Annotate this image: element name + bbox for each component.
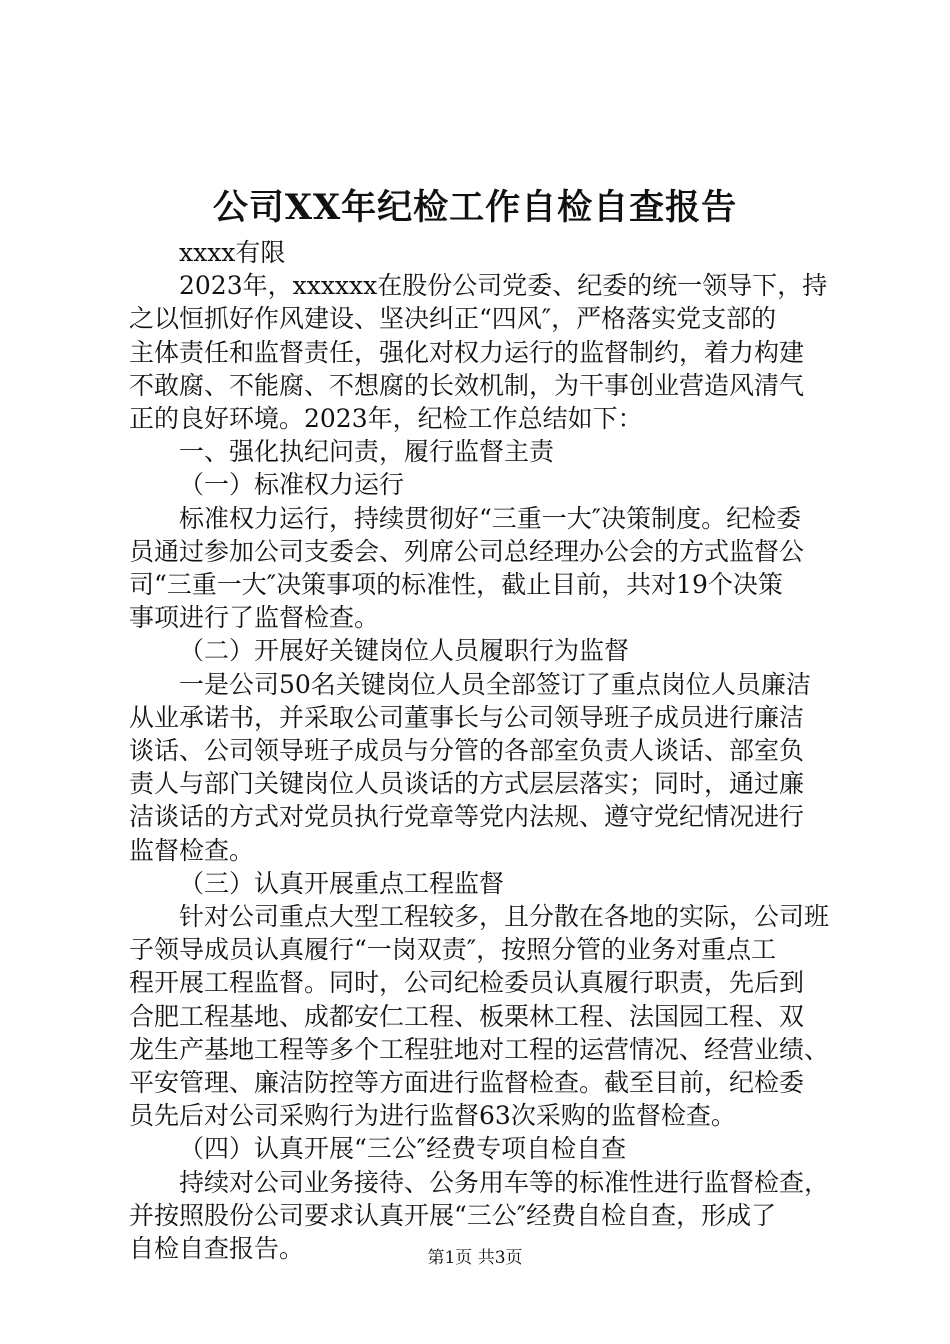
- subsection-heading: （四）认真开展“三公″经费专项自检自查: [179, 1134, 627, 1164]
- paragraph-line: 洁谈话的方式对党员执行党章等党内法规、遵守党纪情况进行: [129, 802, 805, 832]
- paragraph-line: 责人与部门关键岗位人员谈话的方式层层落实；同时，通过廉: [129, 769, 805, 799]
- subsection-heading: （三）认真开展重点工程监督: [179, 868, 505, 898]
- subsection-heading: （一）标准权力运行: [179, 470, 405, 500]
- page-title: 公司XX年纪检工作自检自查报告: [212, 187, 738, 228]
- paragraph-line: 子领导成员认真履行“一岗双责″，按照分管的业务对重点工: [129, 935, 777, 965]
- intro-line: 主体责任和监督责任，强化对权力运行的监督制约，着力构建: [129, 337, 805, 367]
- paragraph-line: 针对公司重点大型工程较多，且分散在各地的实际，公司班: [179, 902, 830, 932]
- paragraph-line: 龙生产基地工程等多个工程驻地对工程的运营情况、经营业绩、: [129, 1034, 830, 1064]
- subsection-paragraph: [129, 900, 829, 1132]
- paragraph-line: 平安管理、廉洁防控等方面进行监督检查。截至目前，纪检委: [129, 1068, 805, 1098]
- subsection-paragraph: [129, 668, 829, 867]
- paragraph-line: 司“三重一大″决策事项的标准性，截止目前，共对19个决策: [129, 570, 783, 600]
- intro-paragraph: [129, 269, 829, 435]
- section-heading: 一、强化执纪问责，履行监督主责: [179, 437, 555, 467]
- paragraph-line: 合肥工程基地、成都安仁工程、板栗林工程、法国园工程、双: [129, 1001, 805, 1031]
- paragraph-line: 标准权力运行，持续贯彻好“三重一大″决策制度。纪检委: [179, 503, 802, 533]
- intro-line: 正的良好环境。2023年，纪检工作总结如下：: [129, 404, 643, 434]
- paragraph-line: 持续对公司业务接待、公务用车等的标准性进行监督检查，: [179, 1167, 830, 1197]
- company-name: xxxx有限: [179, 238, 286, 267]
- subsection-paragraph: [129, 502, 829, 635]
- paragraph-line: 员通过参加公司支委会、列席公司总经理办公会的方式监督公: [129, 536, 805, 566]
- paragraph-line: 程开展工程监督。同时，公司纪检委员认真履行职责，先后到: [129, 968, 805, 998]
- intro-line: 之以恒抓好作风建设、坚决纠正“四风″，严格落实党支部的: [129, 304, 777, 334]
- paragraph-line: 谈话、公司领导班子成员与分管的各部室负责人谈话、部室负: [129, 736, 805, 766]
- paragraph-line: 并按照股份公司要求认真开展“三公″经费自检自查，形成了: [129, 1200, 777, 1230]
- paragraph-line: 员先后对公司采购行为进行监督63次采购的监督检查。: [129, 1101, 736, 1131]
- intro-line: 不敢腐、不能腐、不想腐的长效机制，为干事创业营造风清气: [129, 370, 805, 400]
- intro-line: 2023年，xxxxxx在股份公司党委、纪委的统一领导下，持: [179, 271, 828, 301]
- subsection-heading: （二）开展好关键岗位人员履职行为监督: [179, 636, 630, 666]
- paragraph-line: 事项进行了监督检查。: [129, 603, 380, 633]
- paragraph-line: 一是公司50名关键岗位人员全部签订了重点岗位人员廉洁: [179, 669, 811, 699]
- page-number: 第1页 共3页: [427, 1248, 523, 1268]
- paragraph-line: 监督检查。: [129, 835, 255, 865]
- paragraph-line: 自检自查报告。: [129, 1234, 305, 1264]
- paragraph-line: 从业承诺书，并采取公司董事长与公司领导班子成员进行廉洁: [129, 702, 805, 732]
- document-body: [129, 236, 829, 1265]
